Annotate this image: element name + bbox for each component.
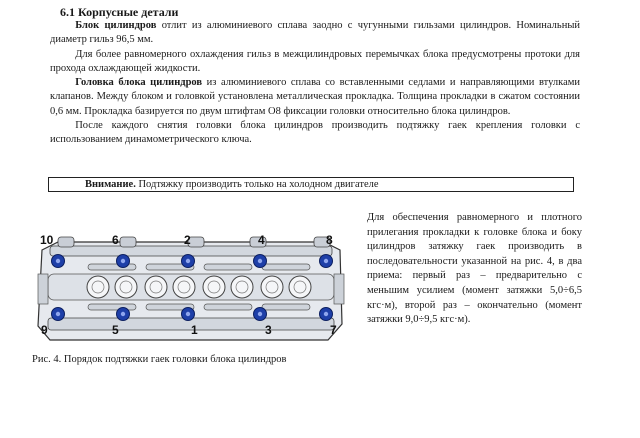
paragraph-cylinder-head: Головка блока цилиндров из алюминиевого сплава со вставленными седлами и направляющими втулками клапанов. Между блоком и головкой установлена металлическая прокладка. Толщина прокладки в сжатом состоянии 0,6 мм. Прокладка базируется по двум штифтам О8 фиксации головки относительно блока цилиндров.: [50, 77, 581, 117]
bolt-label-9: 9: [41, 323, 48, 337]
bolt-label-6: 6: [112, 233, 119, 247]
warning-label: Внимание.: [85, 179, 136, 190]
bolt-label-3: 3: [265, 323, 272, 337]
paragraph-cooling: Для более равномерного охлаждения гильз в межцилиндровых перемычках блока предусмотрены протоки для прохода охлаждающей жидкости.: [50, 48, 580, 74]
bolt-label-7: 7: [330, 323, 337, 337]
body-text: [50, 19, 580, 148]
bolt-label-10: 10: [40, 233, 54, 247]
figure-caption: Рис. 4. Порядок подтяжки гаек головки блока цилиндров: [32, 354, 287, 365]
bolt-label-2: 2: [184, 233, 191, 247]
cylinder-head-diagram: [28, 228, 350, 348]
side-text: [367, 211, 582, 328]
bolt-label-4: 4: [258, 233, 265, 247]
paragraph-retightening: После каждого снятия головки блока цилиндров производить подтяжку гаек крепления головки с использованием динамометрического ключа.: [50, 120, 580, 146]
bolt-label-1: 1: [191, 323, 198, 337]
bolt-label-5: 5: [112, 323, 119, 337]
paragraph-tightening-procedure: Для обеспечения равномерного и плотного прилегания прокладки к головке блока и боку цилиндров затяжку гаек производить в последовательности указанной на рис. 4, в два приема: первый раз – предварительно с меньшим усилием (момент затяжки 5,0÷6,5 кгс·м), второй раз – окончательно (момент затяжки 9,0÷9,5 кгс·м).: [367, 212, 582, 326]
warning-box: [48, 177, 574, 192]
bolt-label-8: 8: [326, 233, 333, 247]
paragraph-cylinder-block: Блок цилиндров отлит из алюминиевого сплава заодно с чугунными гильзами цилиндров. Номинальный диаметр гильз 96,5 мм.: [50, 20, 580, 46]
section-title: 6.1 Корпусные детали: [60, 5, 179, 19]
warning-text: Подтяжку производить только на холодном двигателе: [135, 179, 379, 190]
